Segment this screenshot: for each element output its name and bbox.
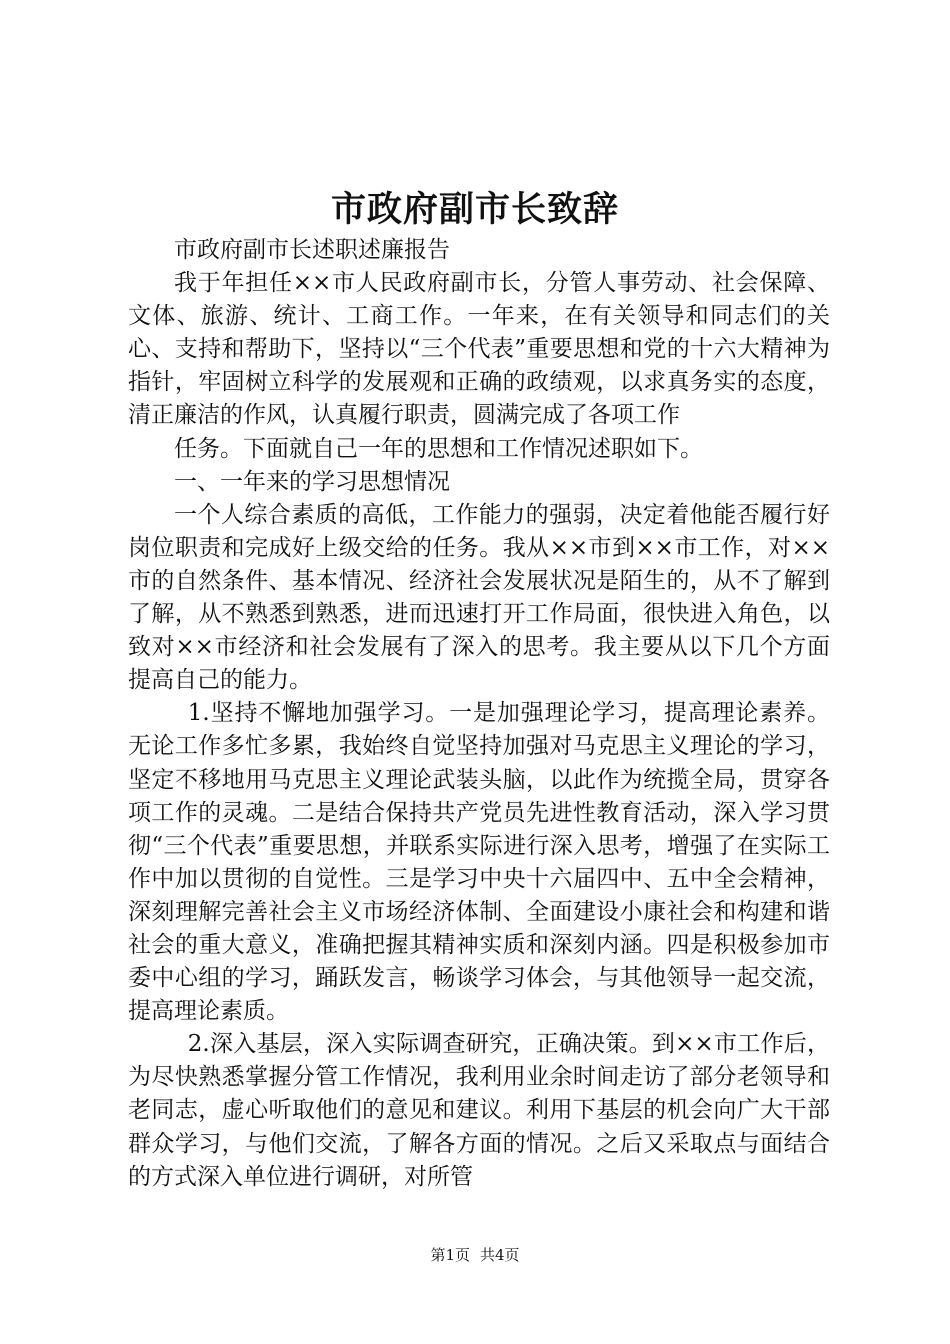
subtitle-paragraph: 市政府副市长述职述廉报告 xyxy=(174,237,450,263)
numbered-paragraph: 1.坚持不懈地加强学习。一是加强理论学习，提高理论素养。无论工作多忙多累，我始终自觉坚持加强对马克思主义理论的学习，坚定不移地用马克思主义理论武装头脑，以此作为统揽全局，贯穿各项工作的灵魂。二是结合保持共产党员先进性教育活动，深入学习贯彻“三个代表”重要思想，并联系实际进行深入思考，增强了在实际工作中加以贯彻的自觉性。三是学习中央十六届四中、五中全会精神，深刻理解完善社会主义市场经济体制、全面建设小康社会和构建和谐社会的重大意义，准确把握其精神实质和深刻内涵。四是积极参加市委中心组的学习，踊跃发言，畅谈学习体会，与其他领导一起交流，提高理论素质。 xyxy=(128,700,830,1025)
body-paragraph: 一个人综合素质的高低，工作能力的强弱，决定着他能否履行好岗位职责和完成好上级交给的任务。我从××市到××市工作，对××市的自然条件、基本情况、经济社会发展状况是陌生的，从不了解到了解，从不熟悉到熟悉，进而迅速打开工作局面，很快进入角色，以致对××市经济和社会发展有了深入的思考。我主要从以下几个方面提高自己的能力。 xyxy=(128,501,830,694)
section-heading: 一、一年来的学习思想情况 xyxy=(174,468,450,495)
numbered-paragraph: 2.深入基层，深入实际调查研究，正确决策。到××市工作后，为尽快熟悉掌握分管工作情况，我利用业余时间走访了部分老领导和老同志，虚心听取他们的意见和建议。利用下基层的机会向广大干部群众学习，与他们交流，了解各方面的情况。之后又采取点与面结合的方式深入单位进行调研，对所管 xyxy=(128,1031,830,1190)
document-title: 市政府副市长致辞 xyxy=(330,189,619,230)
body-paragraph: 任务。下面就自己一年的思想和工作情况述职如下。 xyxy=(174,435,703,462)
page-total: 共4页 xyxy=(480,1246,520,1264)
body-paragraph: 我于年担任××市人民政府副市长，分管人事劳动、社会保障、文体、旅游、统计、工商工作。一年来，在有关领导和同志们的关心、支持和帮助下，坚持以“三个代表”重要思想和党的十六大精神为指针，牢固树立科学的发展观和正确的政绩观，以求真务实的态度，清正廉洁的作风，认真履行职责，圆满完成了各项工作 xyxy=(128,270,830,429)
page-footer xyxy=(0,1243,950,1267)
document-body xyxy=(128,234,830,1194)
page-number: 第1页 xyxy=(430,1246,470,1264)
